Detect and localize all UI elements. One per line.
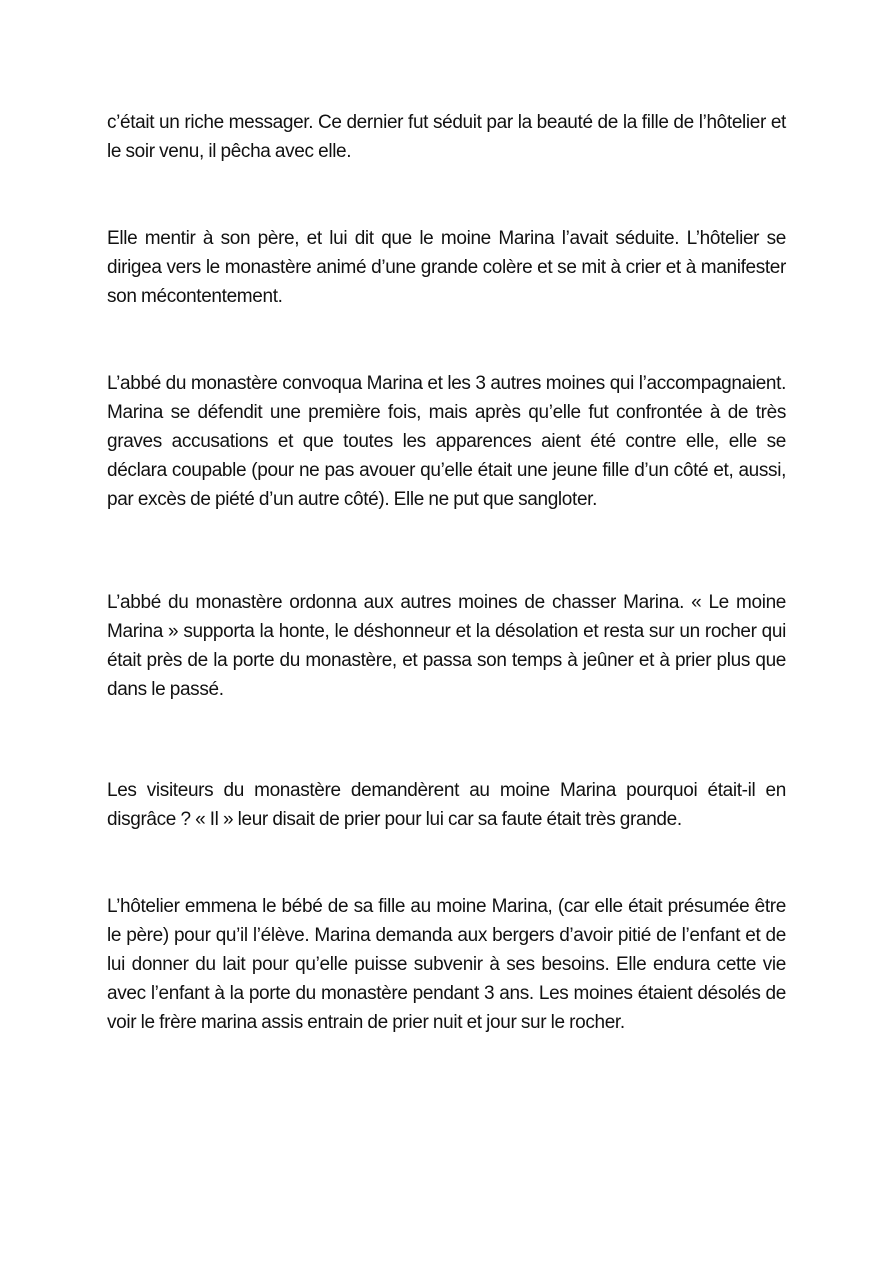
paragraph-baby-care: L’hôtelier emmena le bébé de sa fille au moine Marina, (car elle était présumée être le père) pour qu’il l’élève. Marina demanda aux bergers d’avoir pitié de l’enfant et de lui donner du lait pour qu’elle puisse subvenir à ses besoins. Elle endura cette vie avec l’enfant à la porte du monastère pendant 3 ans. Les moines étaient désolés de voir le frère marina assis entrain de prier nuit et jour sur le rocher.: [107, 896, 786, 1033]
paragraph-messenger-seduction: c’était un riche messager. Ce dernier fut séduit par la beauté de la fille de l’hôtelier et le soir venu, il pêcha avec elle.: [107, 112, 786, 162]
paragraph-daughter-lie: Elle mentir à son père, et lui dit que le moine Marina l’avait séduite. L’hôtelier se dirigea vers le monastère animé d’une grande colère et se mit à crier et à manifester son mécontentement.: [107, 228, 786, 307]
document-body: [107, 108, 786, 1037]
paragraph-visitors: Les visiteurs du monastère demandèrent au moine Marina pourquoi était-il en disgrâce ? « Il » leur disait de prier pour lui car sa faute était très grande.: [107, 780, 786, 830]
paragraph-abbot-summons: L’abbé du monastère convoqua Marina et les 3 autres moines qui l’accompagnaient. Marina se défendit une première fois, mais après qu’elle fut confrontée à de très graves accusations et que toutes les apparences aient été contre elle, elle se déclara coupable (pour ne pas avouer qu’elle était une jeune fille d’un côté et, aussi, par excès de piété d’un autre côté). Elle ne put que sangloter.: [107, 373, 786, 510]
paragraph-expulsion: L’abbé du monastère ordonna aux autres moines de chasser Marina. « Le moine Marina » supporta la honte, le déshonneur et la désolation et resta sur un rocher qui était près de la porte du monastère, et passa son temps à jeûner et à prier plus que dans le passé.: [107, 592, 786, 700]
